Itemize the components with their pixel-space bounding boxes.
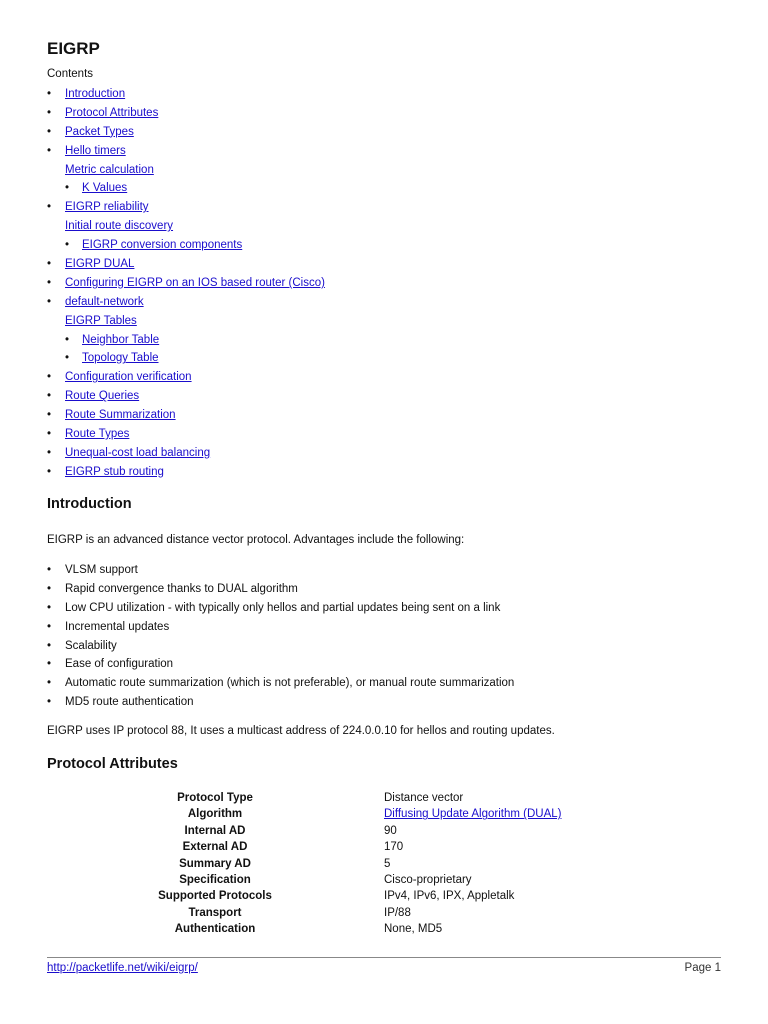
list-item-text: MD5 route authentication <box>65 696 194 709</box>
bullet-marker: • <box>47 639 52 652</box>
list-item <box>47 620 697 639</box>
bullet-marker: • <box>47 428 52 441</box>
bullet-marker: • <box>47 371 52 384</box>
toc-item <box>47 163 647 182</box>
toc-link[interactable]: Initial route discovery <box>65 220 174 233</box>
bullet-marker: • <box>47 144 52 157</box>
attribute-value: Cisco-proprietary <box>384 873 472 886</box>
list-item <box>47 582 697 601</box>
list-item <box>47 639 697 658</box>
bullet-marker: • <box>47 582 52 595</box>
bullet-marker: • <box>47 106 52 119</box>
bullet-marker: • <box>65 239 70 252</box>
advantages-list <box>47 563 697 714</box>
attribute-value: Distance vector <box>384 792 464 804</box>
introduction-lead: EIGRP is an advanced distance vector protocol. Advantages include the following: <box>47 534 465 546</box>
toc-link[interactable]: Route Summarization <box>65 409 176 422</box>
contents-label: Contents <box>47 68 94 80</box>
bullet-marker: • <box>47 409 52 422</box>
table-row <box>120 889 600 905</box>
toc-item <box>47 257 647 276</box>
toc-item <box>47 427 647 446</box>
introduction-closing: EIGRP uses IP protocol 88, It uses a multicast address of 224.0.0.10 for hellos and routing updates. <box>47 725 555 737</box>
toc-link[interactable]: default-network <box>65 295 144 308</box>
list-item-text: Low CPU utilization - with typically only hellos and partial updates being sent on a link <box>65 601 501 614</box>
list-item <box>47 657 697 676</box>
bullet-marker: • <box>47 125 52 138</box>
bullet-marker: • <box>65 333 70 346</box>
attribute-name: Authentication <box>174 923 256 936</box>
toc-item <box>47 181 647 200</box>
toc-link[interactable]: Protocol Attributes <box>65 106 159 119</box>
bullet-marker: • <box>47 201 52 214</box>
table-row <box>120 922 600 938</box>
page-title: EIGRP <box>47 39 100 58</box>
attribute-name: Algorithm <box>187 808 243 821</box>
bullet-marker: • <box>47 658 52 671</box>
list-item-text: Incremental updates <box>65 620 170 633</box>
toc-item <box>47 333 647 352</box>
toc-link[interactable]: Configuring EIGRP on an IOS based router (Cisco) <box>65 276 325 289</box>
toc-link[interactable]: Metric calculation <box>65 163 154 176</box>
list-item <box>47 601 697 620</box>
attribute-name: Summary AD <box>179 857 251 870</box>
attribute-name: Specification <box>179 873 251 886</box>
bullet-marker: • <box>47 258 52 271</box>
attribute-value: 5 <box>384 857 391 870</box>
toc-item <box>47 314 647 333</box>
table-row <box>120 906 600 922</box>
list-item <box>47 676 697 695</box>
attribute-name: Transport <box>188 906 242 919</box>
list-item-text: Rapid convergence thanks to DUAL algorithm <box>65 582 298 595</box>
attribute-name: Supported Protocols <box>158 890 272 903</box>
toc-item <box>47 219 647 238</box>
toc-item <box>47 125 647 144</box>
toc-item <box>47 370 647 389</box>
toc-link[interactable]: EIGRP Tables <box>65 314 137 327</box>
toc-item <box>47 446 647 465</box>
toc-item <box>47 200 647 219</box>
attribute-value: None, MD5 <box>384 923 443 936</box>
toc-link[interactable]: EIGRP stub routing <box>65 465 164 478</box>
toc-item <box>47 465 647 484</box>
toc-link[interactable]: Neighbor Table <box>82 333 160 346</box>
toc-link[interactable]: EIGRP reliability <box>65 201 149 214</box>
list-item-text: Ease of configuration <box>65 658 174 671</box>
toc-link[interactable]: Topology Table <box>82 352 159 365</box>
toc-item <box>47 144 647 163</box>
table-row <box>120 873 600 889</box>
bullet-marker: • <box>47 677 52 690</box>
toc-link[interactable]: EIGRP DUAL <box>65 258 135 271</box>
protocol-attributes-table <box>120 791 600 939</box>
protocol-attributes-heading: Protocol Attributes <box>47 756 178 772</box>
list-item <box>47 695 697 714</box>
toc-link[interactable]: EIGRP conversion components <box>82 239 243 252</box>
table-row <box>120 791 600 807</box>
list-item-text: VLSM support <box>65 564 138 576</box>
list-item-text: Scalability <box>65 639 117 652</box>
toc-item <box>47 238 647 257</box>
attribute-value: 90 <box>384 824 397 837</box>
attribute-value: 170 <box>384 841 404 854</box>
introduction-heading: Introduction <box>47 496 132 512</box>
page-number: Page 1 <box>684 962 721 974</box>
bullet-marker: • <box>47 295 52 308</box>
bullet-marker: • <box>47 88 52 100</box>
toc-item <box>47 351 647 370</box>
bullet-marker: • <box>47 564 52 576</box>
footer-url-link[interactable]: http://packetlife.net/wiki/eigrp/ <box>47 962 198 974</box>
attribute-name: Internal AD <box>184 824 246 837</box>
toc-link[interactable]: Configuration verification <box>65 371 192 384</box>
toc-link[interactable]: Route Types <box>65 428 130 441</box>
toc-link[interactable]: Route Queries <box>65 390 140 403</box>
footer-divider <box>47 957 721 958</box>
toc-link[interactable]: K Values <box>82 182 128 195</box>
list-item <box>47 563 697 582</box>
toc-item <box>47 295 647 314</box>
bullet-marker: • <box>47 696 52 709</box>
bullet-marker: • <box>65 182 70 195</box>
toc-item <box>47 389 647 408</box>
bullet-marker: • <box>47 465 52 478</box>
toc-item <box>47 87 647 106</box>
bullet-marker: • <box>47 390 52 403</box>
toc-item <box>47 408 647 427</box>
toc-link[interactable]: Introduction <box>65 88 126 100</box>
bullet-marker: • <box>47 446 52 459</box>
toc-item <box>47 276 647 295</box>
attribute-value: IPv4, IPv6, IPX, Appletalk <box>384 890 515 903</box>
attribute-name: External AD <box>182 841 248 854</box>
table-row <box>120 857 600 873</box>
bullet-marker: • <box>47 620 52 633</box>
list-item-text: Automatic route summarization (which is not preferable), or manual route summarization <box>65 677 515 690</box>
bullet-marker: • <box>65 352 70 365</box>
table-of-contents <box>47 87 647 484</box>
bullet-marker: • <box>47 601 52 614</box>
toc-link[interactable]: Packet Types <box>65 125 134 138</box>
toc-link[interactable]: Hello timers <box>65 144 126 157</box>
table-row <box>120 840 600 856</box>
bullet-marker: • <box>47 276 52 289</box>
attribute-value: IP/88 <box>384 906 411 919</box>
table-row <box>120 807 600 823</box>
toc-item <box>47 106 647 125</box>
attribute-value-link[interactable]: Diffusing Update Algorithm (DUAL) <box>384 808 562 821</box>
toc-link[interactable]: Unequal-cost load balancing <box>65 446 211 459</box>
table-row <box>120 824 600 840</box>
attribute-name: Protocol Type <box>177 792 253 804</box>
